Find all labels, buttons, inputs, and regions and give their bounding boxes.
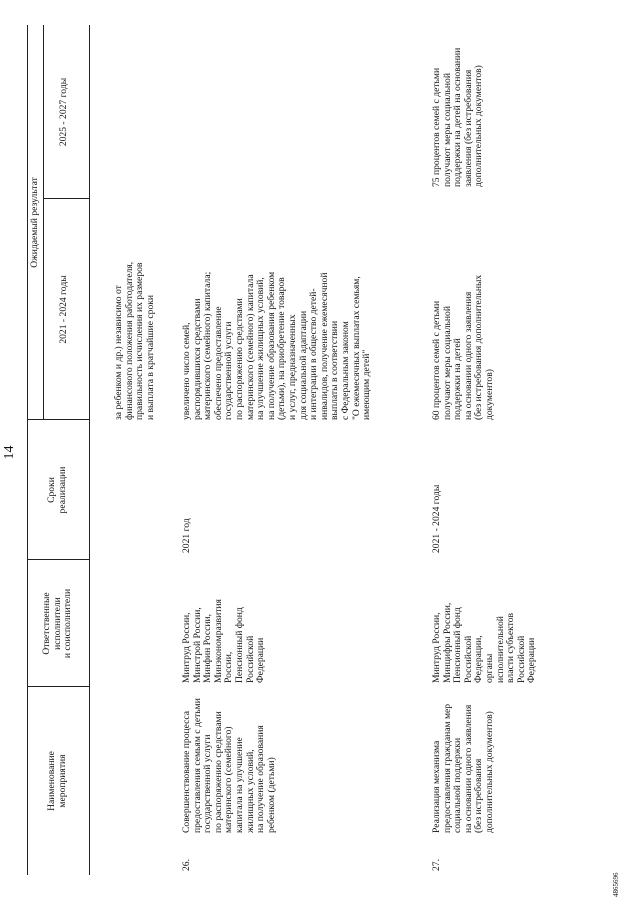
document-id: 4865696 [612,872,620,897]
row-27-result-2025-2027: 75 процентов семей с детьми получают меры социальной поддержки на детей на основании заявления (без истребования дополнительных документов) [431,47,485,187]
header-name: Наименование мероприятия [46,751,68,811]
row-27-responsible: Минтруд России, Минцифры России, Пенсионный фонд Российской Федерации, органы исполнительной власти субъектов Российской Федерации [431,602,538,683]
row-26-deadline: 2021 год [181,518,192,553]
row-26-result-2021-2024: увеличено число семей, распорядившихся средствами материнского (семейного) капитала; обеспечено предоставление государственной услуги по распоряжению средствами материнского (семейного) капитала на улучшение жилищных условий, на получение образования ребенком (детьми), на приобретение товаров и услуг, предназначенных для социальной адаптации и интеграции в общество детей- инвалидов, получение ежемесячной выплаты в соответствии с Федеральным законом "О ежемесячных выплатах семьям, имеющим детей" [181,271,373,420]
header-period-2025-2027: 2025 - 2027 годы [58,77,69,147]
row-26-name: Совершенствование процесса предоставления семьям с детьми государственной услуги по распоряжению средствами материнского (семейного) капитала на улучшение жилищных условий, на получение образования ребенком (детьми) [181,698,277,833]
header-period-2021-2024: 2021 - 2024 годы [58,275,69,344]
row-27-result-2021-2024: 60 процентов семей с детьми получают меры социальной поддержки на детей на основании одного заявления (без истребования дополнительных документов) [431,274,495,420]
result-subheader-border [43,25,44,420]
row-26-responsible: Минтруд России, Минстрой России, Минфин России, Минэкономразвития России, Пенсионный фонд Российской Федерации [181,599,267,683]
continuation-result-text: за ребенком и др.) независимо от финансового положения работодателя, правильность исчисления их размеров и выплата в кратчайшие сроки [113,261,156,420]
row-27-deadline: 2021 - 2024 годы [431,484,442,553]
row-27-name: Реализация механизма предоставления гражданам мер социальной поддержки на основании одного заявления (без истребования дополнительных документов) [431,703,495,833]
header-deadline: Сроки реализации [46,466,68,514]
row-27-number: 27. [431,859,442,871]
page-number: 14 [2,445,17,460]
header-result: Ожидаемый результат [29,177,40,268]
header-responsible: Ответственные исполнители и соисполнители [41,588,74,659]
header-bottom-border [89,25,90,875]
table-top-border [27,25,28,875]
row-26-number: 26. [181,859,192,871]
